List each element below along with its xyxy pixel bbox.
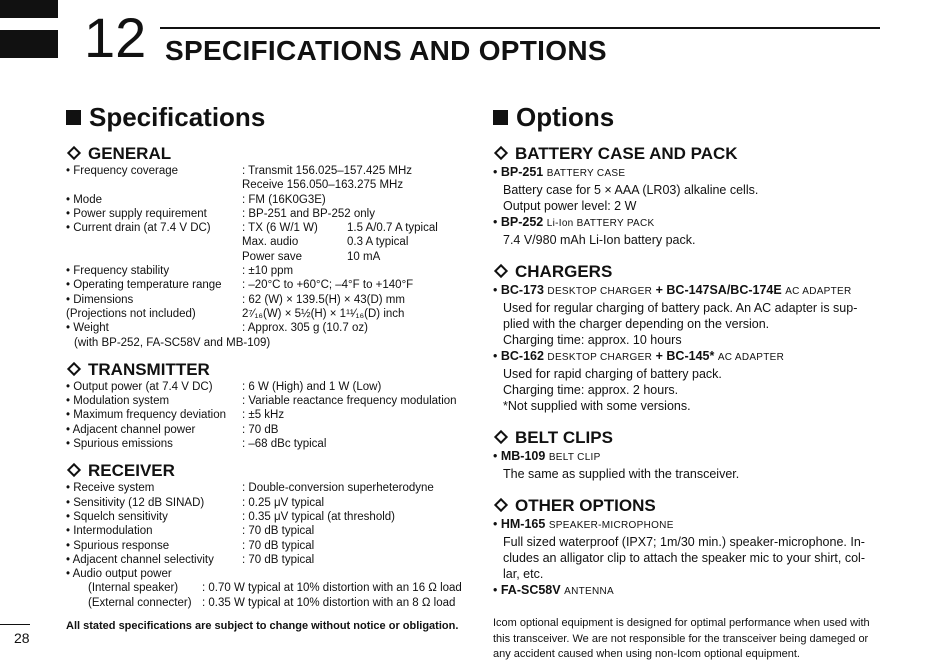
spec-label: • Power supply requirement	[66, 207, 207, 220]
option-description: cludes an alligator clip to attach the speaker mic to your shirt, col-	[503, 551, 865, 565]
spec-row	[66, 207, 466, 221]
spec-row	[66, 264, 466, 278]
square-bullet-icon	[66, 110, 81, 125]
option-item: • BC-162 DESKTOP CHARGER + BC-145* AC ADAPTER	[493, 349, 785, 363]
spec-value: Receive 156.050–163.275 MHz	[242, 179, 404, 192]
option-description: Charging time: approx. 10 hours	[503, 333, 682, 347]
spec-value: 2⁷⁄₁₆(W) × 5½(H) × 1¹¹⁄₁₆(D) inch	[242, 307, 405, 320]
weight-note: (with BP-252, FA-SC58V and MB-109)	[74, 336, 271, 349]
spec-row	[66, 235, 466, 249]
option-type: SPEAKER-MICROPHONE	[548, 520, 674, 531]
spec-label: • Weight	[66, 322, 109, 335]
spec-row	[66, 510, 466, 524]
spec-label: • Spurious response	[66, 539, 170, 552]
spec-row	[66, 221, 466, 235]
spec-label: • Maximum frequency deviation	[66, 409, 226, 422]
options-heading: Options	[493, 100, 883, 134]
spec-value-detail: 1.5 A/0.7 A typical	[347, 222, 438, 235]
spec-value: : BP-251 and BP-252 only	[242, 207, 375, 220]
spec-value: : Variable reactance frequency modulation	[242, 395, 457, 408]
audio-output-row	[66, 596, 466, 610]
option-name: BP-251	[500, 165, 544, 179]
spec-label: • Mode	[66, 193, 102, 206]
page-number: 28	[14, 630, 30, 646]
spec-value	[242, 221, 466, 235]
option-description: The same as supplied with the transceiver.	[503, 467, 740, 481]
spec-value: : 0.25 μV typical	[242, 496, 325, 509]
spec-label: • Adjacent channel selectivity	[66, 553, 214, 566]
title-rule	[160, 27, 880, 29]
spec-label: (Projections not included)	[66, 307, 196, 320]
belt-clips-options-list	[493, 448, 883, 482]
spec-value: : –68 dBc typical	[242, 438, 327, 451]
receiver-spec-list	[66, 481, 466, 581]
option-name: BP-252	[500, 215, 544, 229]
audio-output-list	[66, 581, 466, 610]
option-name: BC-173	[500, 283, 544, 297]
spec-value: : ±5 kHz	[242, 409, 285, 422]
option-item: • HM-165 SPEAKER-MICROPHONE	[493, 517, 674, 531]
audio-output-value: : 0.35 W typical at 10% distortion with an 8 Ω load	[202, 596, 456, 609]
spec-value-part: Max. audio	[242, 236, 299, 249]
option-name: HM-165	[500, 517, 546, 531]
option-description: Used for rapid charging of battery pack.	[503, 367, 722, 381]
option-description: Used for regular charging of battery pack. An AC adapter is sup-	[503, 301, 858, 315]
spec-row	[66, 380, 466, 394]
option-type: ANTENNA	[564, 586, 614, 597]
option-description: Output power level: 2 W	[503, 199, 637, 213]
option-description: Full sized waterproof (IPX7; 1m/30 min.) speaker-microphone. In-	[503, 535, 865, 549]
general-heading: GENERAL	[66, 144, 466, 164]
spec-value	[242, 567, 466, 581]
spec-row	[66, 408, 466, 422]
spec-value	[242, 235, 466, 249]
transmitter-heading: TRANSMITTER	[66, 360, 466, 380]
spec-row	[66, 278, 466, 292]
spec-label: • Sensitivity (12 dB SINAD)	[66, 496, 205, 509]
spec-value	[242, 250, 466, 264]
spec-value: : 70 dB	[242, 423, 279, 436]
diamond-icon	[494, 430, 508, 444]
audio-output-label: (Internal speaker)	[88, 582, 179, 595]
spec-row	[66, 164, 466, 178]
diamond-icon	[67, 463, 81, 477]
spec-value: : 0.35 μV typical (at threshold)	[242, 510, 396, 523]
option-type: BELT CLIP	[548, 452, 601, 463]
spec-row	[66, 567, 466, 581]
spec-value-detail: 10 mA	[347, 250, 381, 263]
spec-label: • Intermodulation	[66, 525, 153, 538]
spec-value: : –20°C to +60°C; –4°F to +140°F	[242, 279, 414, 292]
transmitter-spec-list	[66, 380, 466, 451]
spec-label: • Output power (at 7.4 V DC)	[66, 380, 213, 393]
diamond-icon	[67, 146, 81, 160]
spec-row	[66, 250, 466, 264]
spec-label: • Receive system	[66, 482, 155, 495]
spec-label: • Squelch sensitivity	[66, 510, 168, 523]
general-spec-list	[66, 164, 466, 336]
options-column	[493, 100, 883, 663]
spec-row	[66, 496, 466, 510]
option-item: • BC-173 DESKTOP CHARGER + BC-147SA/BC-174E AC ADAPTER	[493, 283, 852, 297]
chargers-heading: CHARGERS	[493, 262, 883, 282]
option-description: plied with the charger depending on the version.	[503, 317, 770, 331]
option-item: • FA-SC58V ANTENNA	[493, 583, 614, 597]
spec-row	[66, 321, 466, 335]
spec-value: : Transmit 156.025–157.425 MHz	[242, 165, 413, 177]
option-item: • BP-252 Li-Ion BATTERY PACK	[493, 215, 655, 229]
page-number-rule	[0, 624, 30, 625]
chapter-tab-top	[0, 0, 58, 18]
spec-value-part: : TX (6 W/1 W)	[242, 222, 318, 235]
chargers-options-list	[493, 282, 883, 414]
option-type: DESKTOP CHARGER	[547, 352, 653, 363]
option-description: 7.4 V/980 mAh Li-Ion battery pack.	[503, 233, 696, 247]
spec-label: • Operating temperature range	[66, 279, 222, 292]
spec-label: • Spurious emissions	[66, 438, 173, 451]
other-options-heading: OTHER OPTIONS	[493, 496, 883, 516]
spec-value-detail: 0.3 A typical	[347, 236, 409, 249]
diamond-icon	[494, 264, 508, 278]
audio-output-label: (External connecter)	[88, 596, 192, 609]
spec-row	[66, 524, 466, 538]
audio-output-value: : 0.70 W typical at 10% distortion with an 16 Ω load	[202, 582, 462, 595]
option-name: FA-SC58V	[500, 583, 561, 597]
option-adapter-name: + BC-147SA/BC-174E	[655, 283, 782, 297]
spec-row	[66, 307, 466, 321]
spec-row	[66, 394, 466, 408]
option-description: *Not supplied with some versions.	[503, 399, 691, 413]
options-footnote: Icom optional equipment is designed for optimal performance when used with this transceiver. We are not responsible for the transceiver being dameged or any accident caused when using non-Icom optional equipment.	[493, 617, 870, 660]
diamond-icon	[494, 498, 508, 512]
spec-value: : Double-conversion superheterodyne	[242, 482, 434, 495]
audio-output-row	[66, 581, 466, 595]
spec-value: : 6 W (High) and 1 W (Low)	[242, 380, 382, 393]
option-description: lar, etc.	[503, 567, 544, 581]
spec-row	[66, 539, 466, 553]
option-type: Li-Ion BATTERY PACK	[546, 218, 655, 229]
diamond-icon	[67, 362, 81, 376]
spec-value-part: Power save	[242, 250, 303, 263]
specifications-disclaimer: All stated specifications are subject to change without notice or obligation.	[66, 620, 459, 633]
spec-value: : Approx. 305 g (10.7 oz)	[242, 322, 368, 335]
spec-value: : ±10 ppm	[242, 265, 294, 278]
spec-label: • Frequency stability	[66, 265, 170, 278]
spec-row	[66, 193, 466, 207]
spec-value: : 70 dB typical	[242, 539, 315, 552]
option-adapter-type: AC ADAPTER	[717, 352, 785, 363]
spec-label: • Frequency coverage	[66, 165, 179, 177]
spec-value: : 62 (W) × 139.5(H) × 43(D) mm	[242, 293, 405, 306]
spec-label	[66, 178, 242, 192]
other-options-list	[493, 516, 883, 600]
chapter-title: SPECIFICATIONS AND OPTIONS	[165, 35, 607, 66]
option-adapter-type: AC ADAPTER	[785, 286, 852, 297]
spec-row	[66, 553, 466, 567]
spec-label	[66, 235, 242, 249]
option-description: Charging time: approx. 2 hours.	[503, 383, 679, 397]
specifications-heading: Specifications	[66, 100, 466, 134]
spec-row	[66, 178, 466, 192]
option-name: MB-109	[500, 449, 546, 463]
spec-row	[66, 437, 466, 451]
specifications-column	[66, 100, 466, 632]
spec-label: • Dimensions	[66, 293, 134, 306]
option-description: Battery case for 5 × AAA (LR03) alkaline cells.	[503, 183, 759, 197]
spec-label: • Audio output power	[66, 568, 172, 581]
receiver-heading: RECEIVER	[66, 461, 466, 481]
option-type: BATTERY CASE	[546, 168, 626, 179]
spec-value: : 70 dB typical	[242, 525, 315, 538]
battery-options-list	[493, 164, 883, 248]
spec-row	[66, 423, 466, 437]
spec-label: • Adjacent channel power	[66, 423, 196, 436]
option-adapter-name: + BC-145*	[655, 349, 715, 363]
spec-row	[66, 293, 466, 307]
diamond-icon	[494, 146, 508, 160]
chapter-tab	[0, 30, 58, 58]
square-bullet-icon	[493, 110, 508, 125]
spec-label: • Modulation system	[66, 395, 170, 408]
spec-label: • Current drain (at 7.4 V DC)	[66, 222, 211, 235]
spec-value: : FM (16K0G3E)	[242, 193, 326, 206]
option-type: DESKTOP CHARGER	[547, 286, 653, 297]
option-name: BC-162	[500, 349, 544, 363]
option-item: • MB-109 BELT CLIP	[493, 449, 601, 463]
spec-value: : 70 dB typical	[242, 553, 315, 566]
battery-heading: BATTERY CASE AND PACK	[493, 144, 883, 164]
chapter-number: 12	[84, 6, 147, 69]
spec-row	[66, 481, 466, 495]
belt-clips-heading: BELT CLIPS	[493, 428, 883, 448]
spec-label	[66, 250, 242, 264]
option-item: • BP-251 BATTERY CASE	[493, 165, 626, 179]
